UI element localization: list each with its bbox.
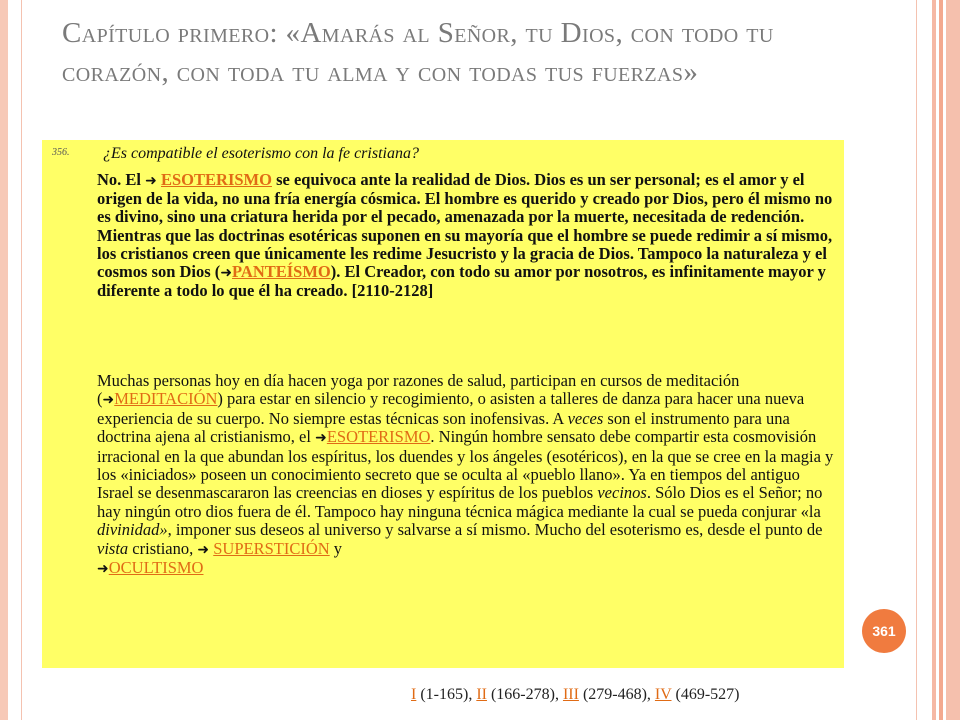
footer-link-part-3[interactable]: III [562,686,579,703]
link-supersticion[interactable]: SUPERSTICIÓN [213,538,330,558]
answer-italic: divinidad» [97,520,168,540]
answer-text: . Sólo Dios es el Señor; no hay ningún otro dios fuera de él. Tampoco hay ninguna técnica mágica mediante la cual se pueda conjurar «la [97,483,823,521]
footer-range: (166-278), [486,686,563,703]
link-panteismo[interactable]: PANTEÍSMO [232,262,331,282]
link-arrow-icon: ➜ [102,392,115,409]
question-number: 356. [52,147,70,158]
footer-range: (1-165), [416,686,477,703]
answer-text: cristiano, [128,538,198,558]
answer-summary-text: ). El Creador, con todo su amor por nosotros, es infinitamente mayor y diferente a todo lo que él ha creado. [2110-2128] [97,262,826,301]
left-rule [21,0,22,720]
footer-link-part-4[interactable]: IV [654,686,672,703]
link-arrow-icon: ➜ [145,173,157,189]
footer-range: (469-527) [671,686,740,703]
page-number-badge: 361 [862,609,906,653]
answer-text: y [329,538,343,558]
link-esoterismo[interactable]: ESOTERISMO [161,170,272,189]
question-text: ¿Es compatible el esoterismo con la fe cristiana? [103,145,419,162]
answer-text: , imponer sus deseos al universo y salvarse a sí mismo. Mucho del esoterismo es, desde el punto de [167,520,823,540]
left-border [0,0,8,720]
answer-summary [97,171,837,300]
link-meditacion[interactable]: MEDITACIÓN [114,389,218,409]
link-arrow-icon: ➜ [315,430,327,447]
link-esoterismo-2[interactable]: ESOTERISMO [326,427,431,447]
link-arrow-icon: ➜ [220,265,233,282]
answer-text: son el instrumento para una doctrina ajena al cristianismo, el [97,408,790,447]
link-ocultismo[interactable]: OCULTISMO [108,558,204,578]
answer-summary-text: se equivoca ante la realidad de Dios. Dios es un ser personal; es el amor y el origen de la vida, no una fría energía cósmica. El hombre es querido y creado por Dios, pero él mismo no es divino, sino una criatura herida por el pecado, amenazada por la muerte, necesitada de redención. Mientras que las doctrinas esotéricas suponen en su mayoría que el hombre se puede redimir a sí mismo, los cristianos creen que únicamente les redime Jesucristo y la gracia de Dios. Tampoco la naturaleza y el cosmos son Dios ( [97,170,833,282]
footer-part-navigation [411,686,740,704]
right-rule [916,0,917,720]
answer-text: Muchas personas hoy en día hacen yoga por razones de salud, participan en cursos de meditación ( [97,371,740,409]
footer-range: (279-468), [578,686,655,703]
link-arrow-icon: ➜ [197,541,210,558]
answer-summary-text: No. El [97,170,146,189]
answer-italic: veces [567,408,604,428]
answer-italic: vista [97,538,129,558]
footer-link-part-1[interactable]: I [411,686,417,703]
right-border [930,0,960,720]
answer-explanation [97,372,837,578]
answer-text: . Ningún hombre sensato debe compartir esta cosmovisión irracional en la que abundan los espíritus, los duendes y los ángeles (esotéricos), en la que se cree en la magia y los «iniciados» poseen un conocimiento secreto que se oculta al «pueblo llano». Ya en tiempos del antiguo Israel se desenmascararon las creencias en dioses y espíritus de los pueblos [97,427,834,503]
answer-text: ) para estar en silencio y recogimiento, o asisten a talleres de danza para hacer una nueva experiencia de su cuerpo. No siempre estas técnicas son inofensivas. A [97,389,805,428]
link-arrow-icon: ➜ [97,561,109,578]
answer-italic: vecinos [597,483,647,503]
footer-link-part-2[interactable]: II [476,686,487,703]
slide-title: Capítulo primero: «Amarás al Señor, tu Dios, con todo tu corazón, con toda tu alma y con todas tus fuerzas» [62,17,774,88]
